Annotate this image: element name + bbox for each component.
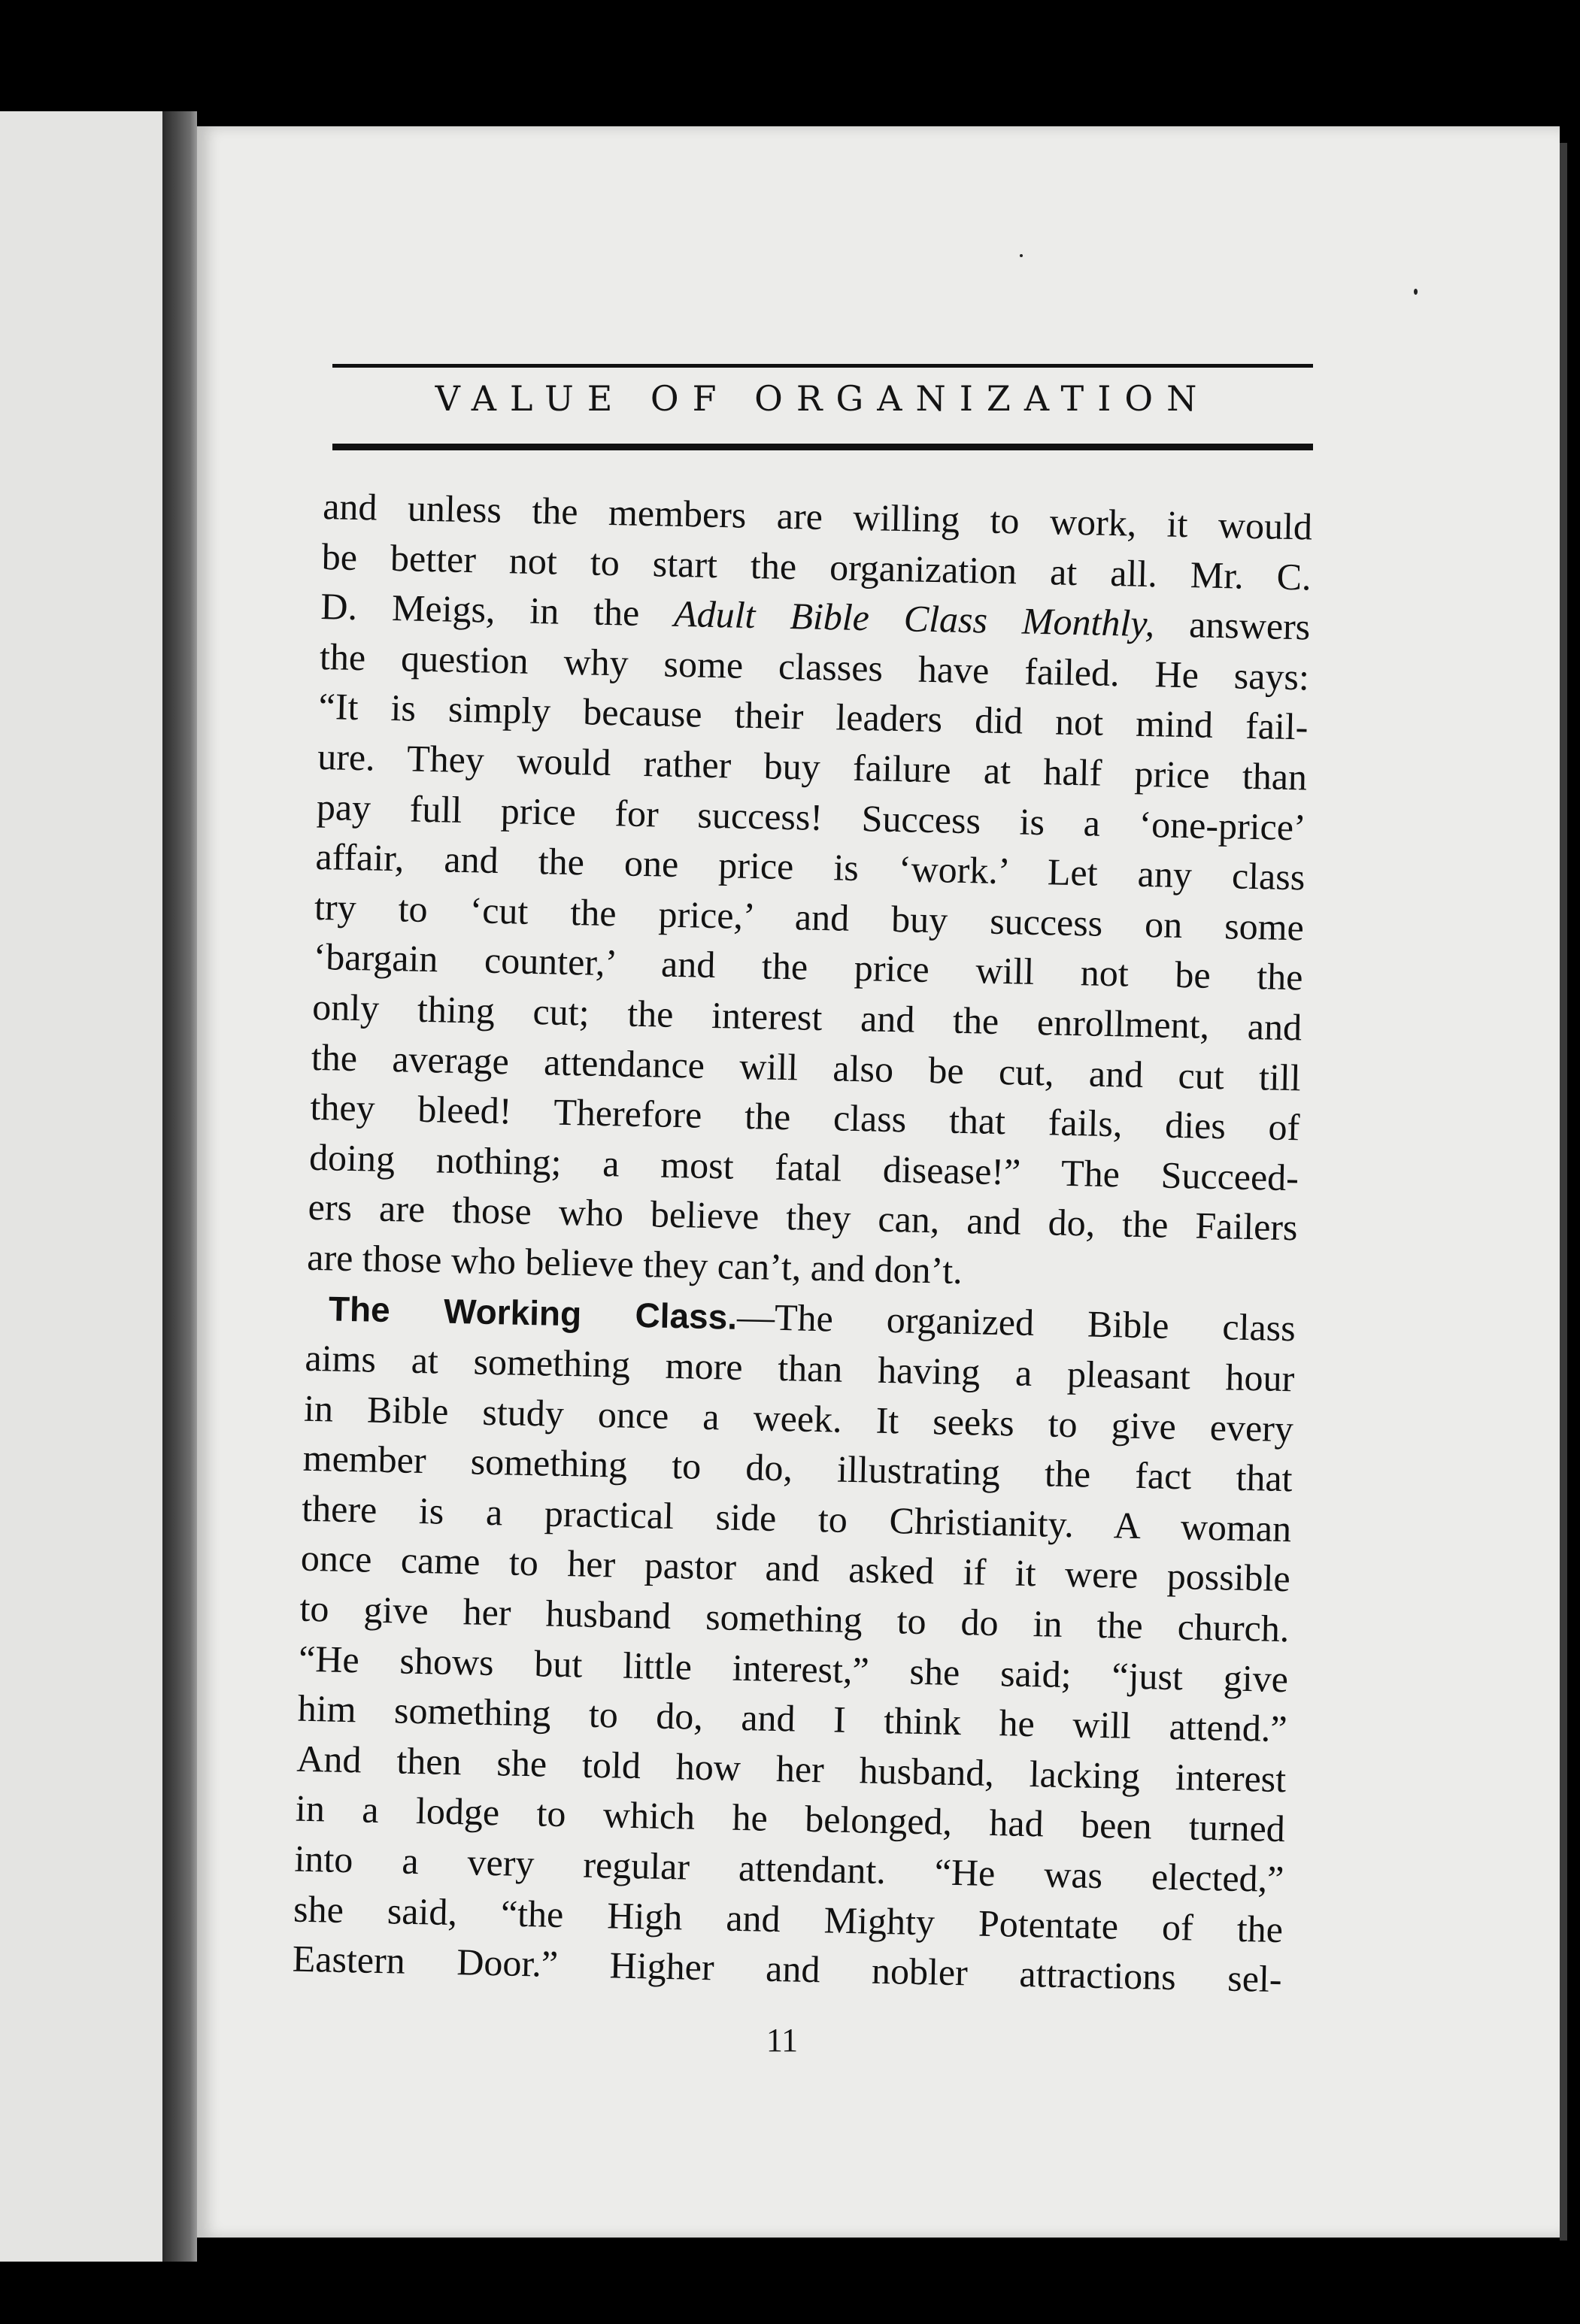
text-line: ers are those who believe they can, and do, the Failers	[308, 1186, 1299, 1249]
text-line: be better not to start the organization at all. Mr. C.	[321, 535, 1312, 598]
paragraph-1	[307, 481, 1313, 1303]
paragraph-2	[292, 1282, 1296, 2004]
text-line: Eastern Door.” Higher and nobler attractions sel-	[292, 1937, 1283, 2001]
text-line: pay full price for success! Success is a ‘one-price’	[316, 785, 1307, 849]
page-number: 11	[766, 2022, 799, 2059]
header-rule-top	[332, 364, 1313, 368]
text-line: and unless the members are willing to work, it would	[322, 484, 1313, 548]
running-head: VALUE OF ORGANIZATION	[435, 378, 1211, 419]
text-line: in a lodge to which he belonged, had been turned	[295, 1787, 1286, 1850]
text-line: the average attendance will also be cut, and cut till	[311, 1035, 1302, 1098]
scan-speck	[1414, 289, 1418, 295]
text-line: doing nothing; a most fatal disease!” The Succeed-	[308, 1135, 1299, 1199]
text-line: try to ‘cut the price,’ and buy success on some	[314, 885, 1305, 949]
text-line: they bleed! Therefore the class that fails, dies of	[309, 1085, 1300, 1149]
text-line: into a very regular attendant. “He was elected,”	[294, 1837, 1284, 1901]
paragraph-2-first-line-text: —The organized Bible class	[736, 1295, 1296, 1349]
text-line: aims at something more than having a pleasant hour	[304, 1336, 1295, 1400]
body-text	[292, 481, 1313, 2004]
text-line: only thing cut; the interest and the enrollment, and	[311, 985, 1303, 1049]
text-line: to give her husband something to do in the church.	[299, 1586, 1290, 1650]
text-line: the question why some classes have failed. He says:	[319, 635, 1310, 698]
facing-page-edge	[0, 111, 162, 2262]
text-line: ure. They would rather buy failure at half price than	[317, 735, 1308, 798]
text-line: ‘bargain counter,’ and the price will not be the	[313, 935, 1304, 998]
text-line: “It is simply because their leaders did not mind fail-	[318, 685, 1309, 748]
text-line: him something to do, and I think he will attend.”	[297, 1686, 1288, 1750]
text-line: are those who believe they can’t, and don’t.	[306, 1235, 963, 1292]
header-rule-bottom	[332, 444, 1313, 450]
scan-speck	[1020, 254, 1023, 257]
text-run: D. Meigs, in the	[320, 585, 675, 635]
text-line: in Bible study once a week. It seeks to give every	[303, 1386, 1294, 1450]
page-edge-shadow	[1560, 143, 1567, 2241]
text-line: once came to her pastor and asked if it were possible	[300, 1537, 1291, 1600]
text-line: “He shows but little interest,” she said; “just give	[298, 1637, 1289, 1700]
text-line: she said, “the High and Mighty Potentate of the	[293, 1887, 1284, 1950]
text-run: answers	[1154, 602, 1311, 648]
publication-title: Adult Bible Class Monthly,	[673, 592, 1155, 645]
text-line: there is a practical side to Christianity. A woman	[301, 1486, 1292, 1550]
book-gutter	[162, 111, 197, 2262]
text-line: affair, and the one price is ‘work.’ Let any class	[314, 835, 1306, 898]
text-line: And then she told how her husband, lacking interest	[296, 1737, 1287, 1801]
text-line: member something to do, illustrating the fact that	[302, 1437, 1293, 1500]
section-heading: The Working Class.	[328, 1288, 738, 1337]
